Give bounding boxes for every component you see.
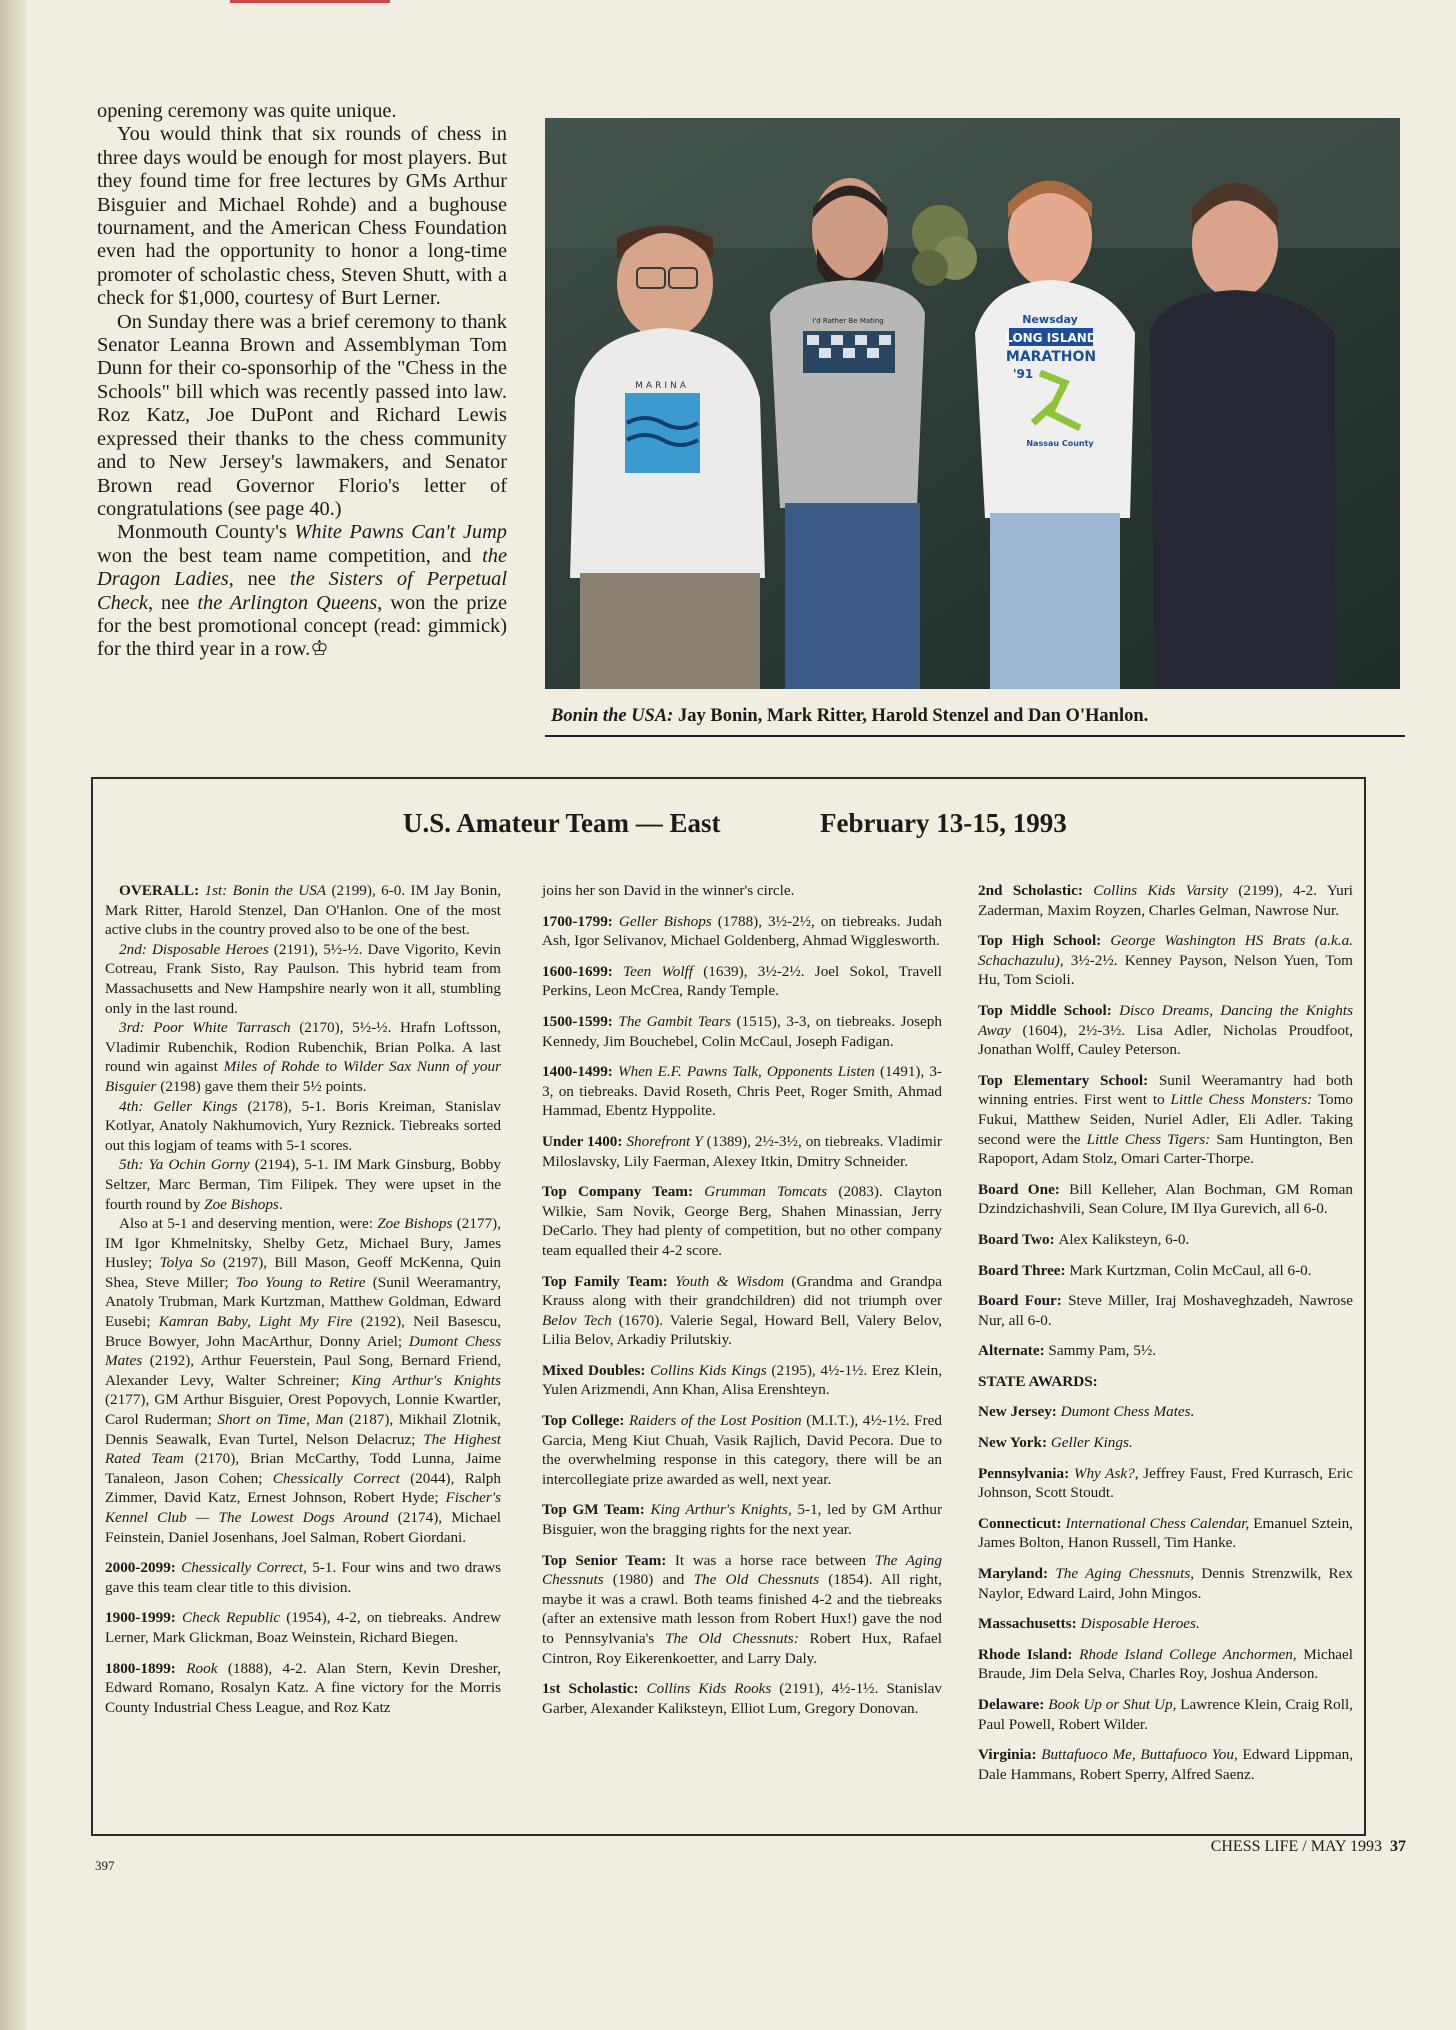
result-entry: Board One: Bill Kelleher, Alan Bochman, GM Roman Dzindzichashvili, Sean Colure, IM Ilya Gurevich, all 6-0. — [978, 1180, 1353, 1218]
result-entry: Virginia: Buttafuoco Me, Buttafuoco You, Edward Lippman, Dale Hammans, Robert Sperry, Alfred Saenz. — [978, 1746, 1353, 1783]
running-footer: CHESS LIFE / MAY 1993 37 — [1210, 1838, 1406, 1855]
shirt-text: MARINA — [635, 381, 689, 391]
result-entry: Board Four: Steve Miller, Iraj Moshaveghzadeh, Nawrose Nur, all 6-0. — [978, 1292, 1353, 1329]
result-entry: Top High School: George Washington HS Brats (a.k.a. Schachazulu), 3½-2½. Kenney Payson, Nelson Yuen, Tom Hu, Tom Scioli. — [978, 932, 1353, 989]
result-entry: joins her son David in the winner's circle. — [542, 882, 795, 899]
result-entry: New Jersey: Dumont Chess Mates. — [978, 1403, 1195, 1421]
result-entry: Top College: Raiders of the Lost Position (M.I.T.), 4½-1½. Fred Garcia, Meng Kiut Chuah, Vasik Rajlich, David Pecora. Due to the overwhelming response in this category, there will be an intercollegiate prize awarded as well, next year. — [542, 1412, 942, 1488]
state-awards-heading: STATE AWARDS: — [978, 1372, 1098, 1390]
result-entry: 2000-2099: Chessically Correct, 5-1. Four wins and two draws gave this team clear title to this division. — [105, 1559, 502, 1596]
result-entry: Top GM Team: King Arthur's Knights, 5-1, led by GM Arthur Bisguier, won the bragging rights for the next year. — [542, 1501, 943, 1539]
result-entry: 1800-1899: Rook (1888), 4-2. Alan Stern, Kevin Dresher, Edward Romano, Rosalyn Katz. A fine victory for the Morris County Industrial Chess League, and Roz Katz — [105, 1659, 501, 1716]
shirt-text: Newsday — [1022, 313, 1078, 326]
page-number: 37 — [1390, 1838, 1406, 1855]
results-column-3 — [978, 881, 1353, 1795]
result-entry: Board Three: Mark Kurtzman, Colin McCaul, all 6-0. — [978, 1261, 1312, 1279]
result-entry: Also at 5-1 and deserving mention, were: Zoe Bishops (2177), IM Igor Khmelnitsky, Shelby Getz, Michael Bury, James Husley; Tolya So (2197), Bill Mason, Geoff McKenna, Quin Shea, Steve Miller; Too Young to Retire (Sunil Weeramantry, Anatoly Trubman, Mark Kurtzman, Matthew Goldman, Edward Eusebi; Kamran Baby, Light My Fire (2192), Neil Basescu, Bruce Bowyer, John MacArthur, Donny Ariel; Dumont Chess Mates (2192), Arthur Feuerstein, Paul Song, Bernard Friend, Alexander Levy, Walter Schreiner; King Arthur's Knights (2177), GM Arthur Bisguier, Orest Popovych, Lonnie Kwartler, Carol Ruderman; Short on Time, Man (2187), Mikhail Zlotnik, Dennis Seawalk, Evan Turtel, Nelson Delacruz; The Highest Rated Team (2170), Brian McCarthy, Todd Lunna, Jaime Tanaleon, Jason Cohen; Chessically Correct (2044), Ralph Zimmer, David Katz, Ernest Johnson, Robert Hyde; Fischer's Kennel Club — The Lowest Dogs Around (2174), Michael Feinstein, Daniel Josenhans, Joel Salman, Robert Giordani. — [105, 1215, 502, 1546]
box-title: U.S. Amateur Team — East — [403, 808, 721, 838]
article-paragraph: You would think that six rounds of chess in three days would be enough for most players. But they found time for free lectures by GMs Arthur Bisguier and Michael Rohde) and a bughouse tournament, and the American Chess Foundation even had the opportunity to honor a long-time promoter of scholastic chess, Steven Shutt, with a check for $1,000, courtesy of Burt Lerner. — [97, 123, 507, 310]
result-entry: Massachusetts: Disposable Heroes. — [978, 1615, 1200, 1633]
results-column-1 — [105, 881, 501, 1728]
result-entry: 2nd Scholastic: Collins Kids Varsity (2199), 4-2. Yuri Zaderman, Maxim Royzen, Charles Gelman, Nawrose Nur. — [978, 882, 1353, 919]
article-paragraph: opening ceremony was quite unique. — [97, 100, 397, 122]
result-entry: Board Two: Alex Kaliksteyn, 6-0. — [978, 1230, 1190, 1248]
result-entry: Top Elementary School: Sunil Weeramantry had both winning entries. First went to Little Chess Monsters: Tomo Fukui, Matthew Seiden, Nuriel Adler, Eli Adler. Taking second were the Little Chess Tigers: Sam Huntington, Ben Rapoport, Adam Stolz, Omari Carter-Thorpe. — [978, 1071, 1353, 1168]
result-entry: 3rd: Poor White Tarrasch (2170), 5½-½. Hrafn Loftsson, Vladimir Rubenchik, Rodion Rubenchik, Brian Polka. A last round win against Miles of Rohde to Wilder Sax Nunn of your Bisguier (2198) gave them their 5½ points. — [105, 1019, 501, 1095]
result-entry: 1st Scholastic: Collins Kids Rooks (2191), 4½-1½. Stanislav Garber, Alexander Kaliksteyn, Elliot Lum, Gregory Donovan. — [542, 1680, 943, 1717]
shirt-text: '91 — [1012, 367, 1034, 381]
article-paragraph: On Sunday there was a brief ceremony to thank Senator Leanna Brown and Assemblyman Tom Dunn for their co-sponsorhip of the "Chess in the Schools" bill which was recently passed into law. Roz Katz, Joe DuPont and Richard Lewis expressed their thanks to the chess community and to New Jersey's lawmakers, and Senator Brown read Governor Florio's letter of congratulations (see page 40.) — [97, 310, 507, 520]
result-entry: 1900-1999: Check Republic (1954), 4-2, on tiebreaks. Andrew Lerner, Mark Glickman, Boaz Weinstein, Richard Biegen. — [105, 1609, 501, 1646]
result-entry: Maryland: The Aging Chessnuts, Dennis Strenzwilk, Rex Naylor, Edward Laird, John Mingos. — [978, 1565, 1353, 1602]
result-entry: Rhode Island: Rhode Island College Anchormen, Michael Braude, Jim Dela Selva, Charles Roy, Joshua Anderson. — [978, 1645, 1354, 1683]
result-entry: Pennsylvania: Why Ask?, Jeffrey Faust, Fred Kurrasch, Eric Johnson, Scott Stoudt. — [978, 1464, 1354, 1502]
photo-caption: Bonin the USA: Jay Bonin, Mark Ritter, Harold Stenzel and Dan O'Hanlon. — [551, 706, 1149, 726]
article-column — [97, 100, 507, 662]
result-entry: 5th: Ya Ochin Gorny (2194), 5-1. IM Mark Ginsburg, Bobby Seltzer, Marc Berman, Tim Filipek. They were upset in the fourth round by Zoe Bishops. — [105, 1156, 501, 1213]
result-entry: 4th: Geller Kings (2178), 5-1. Boris Kreiman, Stanislav Kotlyar, Anatoly Nakhumovich, Yury Reznick. Tiebreaks sorted out this logjam of teams with 5-1 scores. — [105, 1097, 501, 1154]
shirt-text: MARATHON — [1005, 349, 1097, 365]
result-entry: OVERALL: 1st: Bonin the USA (2199), 6-0. IM Jay Bonin, Mark Ritter, Harold Stenzel, Dan O'Hanlon. One of the most active clubs in the country proved also to be one of the best. — [105, 882, 501, 939]
result-entry: Under 1400: Shorefront Y (1389), 2½-3½, on tiebreaks. Vladimir Miloslavsky, Lily Faerman, Alexey Itkin, Dmitry Schneider. — [542, 1132, 942, 1170]
caption-divider — [545, 735, 1405, 737]
result-entry: Top Senior Team: It was a horse race between The Aging Chessnuts (1980) and The Old Chessnuts (1854). All right, maybe it was a crawl. Both teams finished 4-2 and the tiebreaks (after an extensive math lesson from Robert Hux!) gave the nod to Pennsylvania's The Old Chessnuts: Robert Hux, Rafael Cintron, Roy Eikerenkoetter, and Larry Daly. — [542, 1551, 942, 1667]
result-entry: New York: Geller Kings. — [978, 1434, 1133, 1452]
result-entry: 1400-1499: When E.F. Pawns Talk, Opponents Listen (1491), 3-3, on tiebreaks. David Roseth, Chris Peet, Roger Smith, Ahmad Hammad, Ebentz Hyppolite. — [542, 1063, 942, 1120]
shirt-text: LONG ISLAND — [1005, 331, 1097, 345]
results-column-2 — [542, 881, 942, 1729]
king-end-mark-icon: ♔ — [310, 638, 329, 661]
result-entry: Delaware: Book Up or Shut Up, Lawrence Klein, Craig Roll, Paul Powell, Robert Wilder. — [978, 1696, 1353, 1733]
folio-number: 397 — [95, 1858, 115, 1873]
result-entry: Top Company Team: Grumman Tomcats (2083). Clayton Wilkie, Sam Novik, George Berg, Shahen Minassian, Jerry DeCarlo. They had plenty of competition, but no other company team equalled their 4-2 score. — [542, 1183, 942, 1259]
result-entry: Connecticut: International Chess Calendar, Emanuel Sztein, James Bolton, Hanon Russell, Tim Hanke. — [978, 1514, 1353, 1552]
article-paragraph: Monmouth County's White Pawns Can't Jump won the best team name competition, and the Dragon Ladies, nee the Sisters of Perpetual Check, nee the Arlington Queens, won the prize for the best promotional concept (read: gimmick) for the third year in a row.♔ — [97, 521, 508, 661]
shirt-text: I'd Rather Be Mating — [812, 317, 884, 325]
page-spine-shadow — [0, 0, 26, 2030]
box-date: February 13-15, 1993 — [820, 808, 1067, 838]
result-entry: Mixed Doubles: Collins Kids Kings (2195), 4½-1½. Erez Klein, Yulen Arizmendi, Ann Khan, Alisa Erenshteyn. — [542, 1361, 942, 1399]
result-entry: 1600-1699: Teen Wolff (1639), 3½-2½. Joel Sokol, Travell Perkins, Leon McCrea, Randy Temple. — [542, 962, 942, 1000]
result-entry: 1500-1599: The Gambit Tears (1515), 3-3, on tiebreaks. Joseph Kennedy, Jim Bouchebel, Colin McCaul, Joseph Fadigan. — [542, 1012, 942, 1050]
result-entry: 1700-1799: Geller Bishops (1788), 3½-2½, on tiebreaks. Judah Ash, Igor Selivanov, Michael Goldenberg, Ahmad Wigglesworth. — [542, 912, 942, 950]
result-entry: Top Middle School: Disco Dreams, Dancing the Knights Away (1604), 2½-3½. Lisa Adler, Nicholas Proudfoot, Jonathan Wolff, Cauley Peterson. — [978, 1001, 1353, 1059]
team-photo — [545, 118, 1400, 689]
result-entry: 2nd: Disposable Heroes (2191), 5½-½. Dave Vigorito, Kevin Cotreau, Frank Sisto, Ray Paulson. This hybrid team from Massachusetts and New Hampshire nearly won it all, stumbling only in the last round. — [105, 940, 501, 1017]
result-entry: Alternate: Sammy Pam, 5½. — [978, 1342, 1157, 1360]
top-color-mark — [230, 0, 390, 3]
shirt-text: Nassau County — [1026, 439, 1094, 448]
result-entry: Top Family Team: Youth & Wisdom (Grandma and Grandpa Krauss along with their grandchildren) did not triumph over Belov Tech (1670). Valerie Segal, Howard Bell, Valery Belov, Lilia Belov, Arkadiy Prilutskiy. — [542, 1272, 942, 1349]
